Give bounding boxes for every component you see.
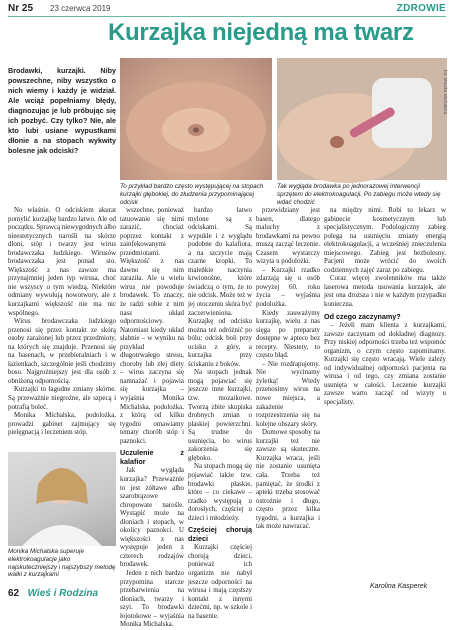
paragraph: przewidziany jest basen, dlatego maluchy z brodawkami na pewno muszą zacząć leczenie. Czasem wystarczy wizyta u podolożki.	[256, 207, 320, 266]
paragraph: No właśnie. O odciskiem akurat pomylić kurzajkę bardzo łatwo. Ale od początku. Sprawcą niewygodnych albo nieestetycznych narośli na skórze dłoni, stóp i twarzy jest wirus brodawczaka ludzkiego. Wirusów brodawczaka jest ponad sto. Większość z nas zawsze ma przynajmniej jeden typ wirusa, choć nie wszyscy o tym wiedzą. Niektóre odmiany wywołują nowotwory, ale z kurzajkami większość nie ma nic wspólnego.	[8, 207, 116, 317]
paragraph: wszechne, ponieważ tatuowanie się nimi zarazić, chociaż poprzez kontakt z zainfekowanymi przedmiotami. Większość z nas dawno się nim zaraziła. Ale u wielu wirus nie powoduje brodawek. To znaczy, że radzi sobie z nim nasz układ odpornościowy. Natomiast kiedy układ słabnie – w wyniku na przykład długotrwałego stresu, choroby lub złej diety – wirus zaczyna się namnażać i pojawia się kurzajka – wyjaśnia Monika Michalska, podolożka, z którą od kilku tygodni omawiamy tematy chorób stóp i paznokci.	[120, 207, 184, 445]
column-2	[120, 207, 184, 629]
paragraph: – Kurzajki rzadko zdarzają się u osób powyżej 60. roku życia – wyjaśnia podolożka.	[256, 266, 320, 309]
subheading: Od czego zaczynamy?	[324, 311, 401, 321]
column-1	[8, 207, 116, 449]
paragraph: na między nimi. Robi to lekarz w gabinecie kosmetycznym lub specjalistycznym. Podologiczny zabieg polega na usunięciu zmiany energią elektrokoagulacji, a wcześniej znieczulenia miejscowego. Zabieg jest bezbolesny. Pacjent może wrócić do swoich codziennych zajęć zaraz po zabiegu.	[324, 207, 446, 274]
article-lead: Brodawki, kurzajki. Niby powszechne, niby wszystko o nich wiemy i każdy je widział. Ale wciąż popełniamy błędy, diagnozując je lub próbując się ich pozbyć. Czy tylko? Nie, ale kto lubi usiane wypustkami dłonie a na stopach wykwity bolesne jak odciski?	[8, 66, 116, 155]
paragraph: – Nie rozdrapujemy. Nie wycinamy żyletką! Wtedy przenosimy wirus na nowe miejsca, a zakażenie rozprzestrzenia się na kolejne obszary skóry.	[256, 360, 320, 428]
paragraph: Monika Michalska, podolożka, prowadzi gabinet zajmujący się pielęgnacją i leczeniem stóp.	[8, 412, 116, 437]
subheading: Częściej chorują dzieci	[188, 525, 252, 543]
paragraph: Coraz więcej zwolenników ma także laserowa metoda usuwania kurzajek, ale jest ona droższa i nie w każdym przypadku konieczna.	[324, 275, 446, 309]
header-rule	[8, 16, 446, 17]
section-label: ZDROWIE	[396, 3, 446, 14]
paragraph: Kurzajki częściej chorują dzieci, ponieważ ich organizm nie nabył jeszcze odporności na wirusa i mają częstszy kontakt z innymi dziećmi, np. w szkole i na basenie.	[188, 544, 252, 620]
magazine-name: Wieś i Rodzina	[27, 588, 99, 599]
issue-number: Nr 25	[8, 3, 34, 14]
column-5	[324, 207, 446, 579]
paragraph: Jak wygląda kurzajka? Przeważnie to jest żółtawe albo szarobrązowe chropowate narośle. Wystąpić może na dłoniach i stopach, w okolicy paznokci. U większości z nas występuje jeden z czterech rodzajów brodawek.	[120, 467, 184, 569]
treatment-image	[277, 58, 447, 180]
paragraph: Kiedy zauważymy kurzajkę, wielu z nas sięga po preparaty dostępne w aptece bez recepty. Niestety, to często błąd.	[256, 309, 320, 360]
photo1-caption: To przykład bardzo często występującej na stopach kurzajki głębokiej, do złudzenia przypominającej odcisk	[120, 183, 264, 206]
paragraph: Jeden z nich bardzo przypomina starcze przebarwienia na dłoniach, twarzy i szyi. To brodawki łojotokowe – wyjaśnia Monika Michalska.	[120, 569, 184, 629]
photo2-caption: Tak wygląda brodawka po jednorazowej interwencji sprzętem do elektrokoagulacji. Po zabiegu może wtedy się wdać chodzić	[277, 183, 441, 206]
paragraph: – Jeżeli mam klienta z kurzajkami, zawsze zaczynam od dokładnej diagnozy. Przy niskiej odporności trzeba też wspomóc organizm, o czym często zapominamy. Kurzajki się często wracają. Wiele zależy od indywidualnej odporności pacjenta na wirusa i od tego, czy zmiana zostanie usunięta w całości. Leczenie kurzajki zawsze warto zacząć od wizyty u specjalisty.	[324, 322, 446, 407]
paragraph: Na stopach mogą się pojawiać także tzw. brodawki płaskie, które – co ciekawe – rzadko występują u dorosłych, częściej u dzieci i młodzieży.	[188, 463, 252, 522]
paragraph: bardzo łatwo mylone są z odciskami. Są wypukłe i z wyglądu podobne do kalafiora, a na szczycie mają czarne kropki. To maleńkie naczynia krwionośne, które świadczą o tym, że to nie odcisk. Może też w jej otoczeniu skóra być zaczerwieniona. Kurzajkę od odcisku można też odróżnić po bólu: odcisk boli przy ucisku z góry, a kurzajka przy ściskaniu z boków.	[188, 207, 252, 368]
author-signature: Karolina Kasperek	[370, 583, 428, 590]
paragraph: Kurzajki to łagodne zmiany skórne. Są przeważnie niegroźne, ale szpecą i potrafią boleć.	[8, 386, 116, 411]
page-header	[0, 0, 454, 18]
photo-monika-michalska	[8, 452, 116, 546]
photo2-credit: fot. Monika Michalska	[443, 70, 448, 115]
photo-electrocoagulation	[277, 58, 447, 180]
issue-date: 23 czerwca 2019	[50, 4, 111, 13]
subheading: Uczulenie z kalafior	[120, 448, 184, 466]
photo-deep-wart-on-foot	[120, 58, 272, 180]
page-footer	[8, 583, 98, 601]
page-number: 62	[8, 588, 20, 599]
portrait-image	[8, 452, 116, 546]
paragraph: Na stopach jednak mogą pojawiać się jeszcze inne kurzajki, tzw. mozaikowe. Tworzą zbite skupiska drobnych zmian o płaskiej powierzchni. Są trudne do usunięcia, bo wirus zakorzenia się głęboko.	[188, 369, 252, 462]
paragraph: Wirus brodawczaka ludzkiego przenosi się przez kontakt ze skórą osoby zarażonej lub przez przedmioty, na których się znajduje. Przenosi się na basenach, w przebieralniach i w łazienkach, szczególnie jeśli chodzimy boso. Najgroźniejszy jest dla osób z obniżoną odpornością.	[8, 318, 116, 385]
column-3	[188, 207, 252, 620]
article-title: Kurzajka niejedną ma twarz	[108, 19, 414, 46]
photo3-caption: Monika Michalska superuje elektrokoagulacje jako najskuteczniejszy i najszybszy metodę walki z kurzajkami	[8, 548, 116, 579]
paragraph: Domowe sposoby na kurzajki też nie zawsze są skuteczne. Kurzajka wraca, jeśli nie zostanie usunięta cała. Trzeba też pamiętać, że środki z apteki trzeba stosować ostrożnie i długo, często przez kilka tygodni, a kurzajka i tak może nawracać.	[256, 429, 320, 531]
foot-wart-image	[120, 58, 272, 180]
column-4	[256, 207, 320, 579]
